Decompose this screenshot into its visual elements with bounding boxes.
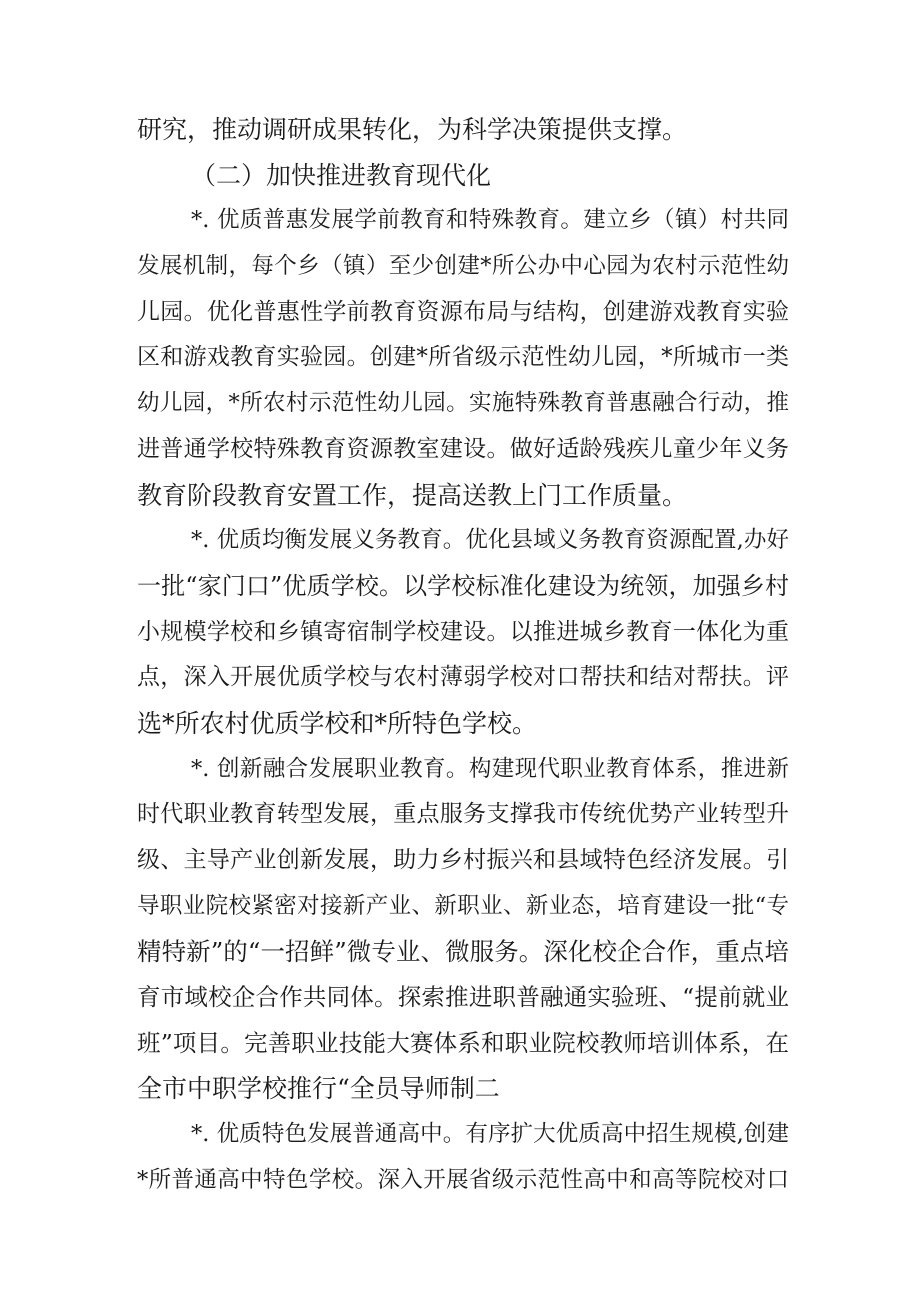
text-line: 精特新”的“一招鲜”微专业、微服务。深化校企合作，重点培 — [137, 937, 789, 967]
paragraph-continuation — [137, 107, 789, 153]
text-line: 进普通学校特殊教育资源教室建设。做好适龄残疾儿童少年义务 — [137, 435, 789, 462]
text-line: 一批“家门口”优质学校。以学校标准化建设为统领，加强乡村 — [137, 571, 789, 600]
text-line: 班”项目。完善职业技能大赛体系和职业院校教师培训体系，在 — [137, 1028, 789, 1057]
heading-line: （二）加快推进教育现代化 — [191, 160, 492, 190]
text-line: 导职业院校紧密对接新产业、新职业、新业态，培育建设一批“专 — [137, 892, 789, 919]
text-line: *. 创新融合发展职业教育。构建现代职业教育体系，推进新 — [191, 755, 789, 782]
text-line: 研究，推动调研成果转化，为科学决策提供支撑。 — [137, 115, 688, 144]
document-body — [137, 107, 789, 1204]
text-line: *所普通高中特色学校。深入开展省级示范性高中和高等院校对口 — [137, 1166, 789, 1193]
text-line: 育市域校企合作共同体。探索推进职普融通实验班、“提前就业 — [137, 983, 789, 1012]
paragraph-compulsory-education — [137, 518, 789, 746]
text-line: 选*所农村优质学校和*所特色学校。 — [137, 708, 538, 738]
text-line: 点，深入开展优质学校与农村薄弱学校对口帮扶和结对帮扶。评 — [137, 664, 789, 691]
text-line: *. 优质普惠发展学前教育和特殊教育。建立乡（镇）村共同 — [191, 207, 789, 234]
text-line: 教育阶段教育安置工作，提高送教上门工作质量。 — [137, 480, 688, 510]
text-line: *. 优质特色发展普通高中。有序扩大优质高中招生规模,创建 — [191, 1121, 789, 1148]
text-line: 小规模学校和乡镇寄宿制学校建设。以推进城乡教育一体化为重 — [137, 618, 789, 645]
text-line: 儿园。优化普惠性学前教育资源布局与结构，创建游戏教育实验 — [137, 298, 789, 325]
text-line: 级、主导产业创新发展，助力乡村振兴和县域特色经济发展。引 — [137, 847, 789, 873]
text-line: 幼儿园，*所农村示范性幼儿园。实施特殊教育普惠融合行动，推 — [137, 390, 789, 417]
section-heading — [137, 153, 789, 199]
paragraph-high-school-education — [137, 1112, 789, 1203]
text-line: 区和游戏教育实验园。创建*所省级示范性幼儿园，*所城市一类 — [137, 344, 789, 371]
text-line: 发展机制，每个乡（镇）至少创建*所公办中心园为农村示范性幼 — [137, 253, 789, 280]
text-line: 时代职业教育转型发展，重点服务支撑我市传统优势产业转型升 — [137, 801, 789, 828]
paragraph-vocational-education — [137, 747, 789, 1113]
text-line: 全市中职学校推行“全员导师制二 — [137, 1074, 500, 1104]
text-line: *. 优质均衡发展义务教育。优化县域义务教育资源配置,办好 — [191, 527, 789, 554]
paragraph-preschool-special-education — [137, 198, 789, 518]
